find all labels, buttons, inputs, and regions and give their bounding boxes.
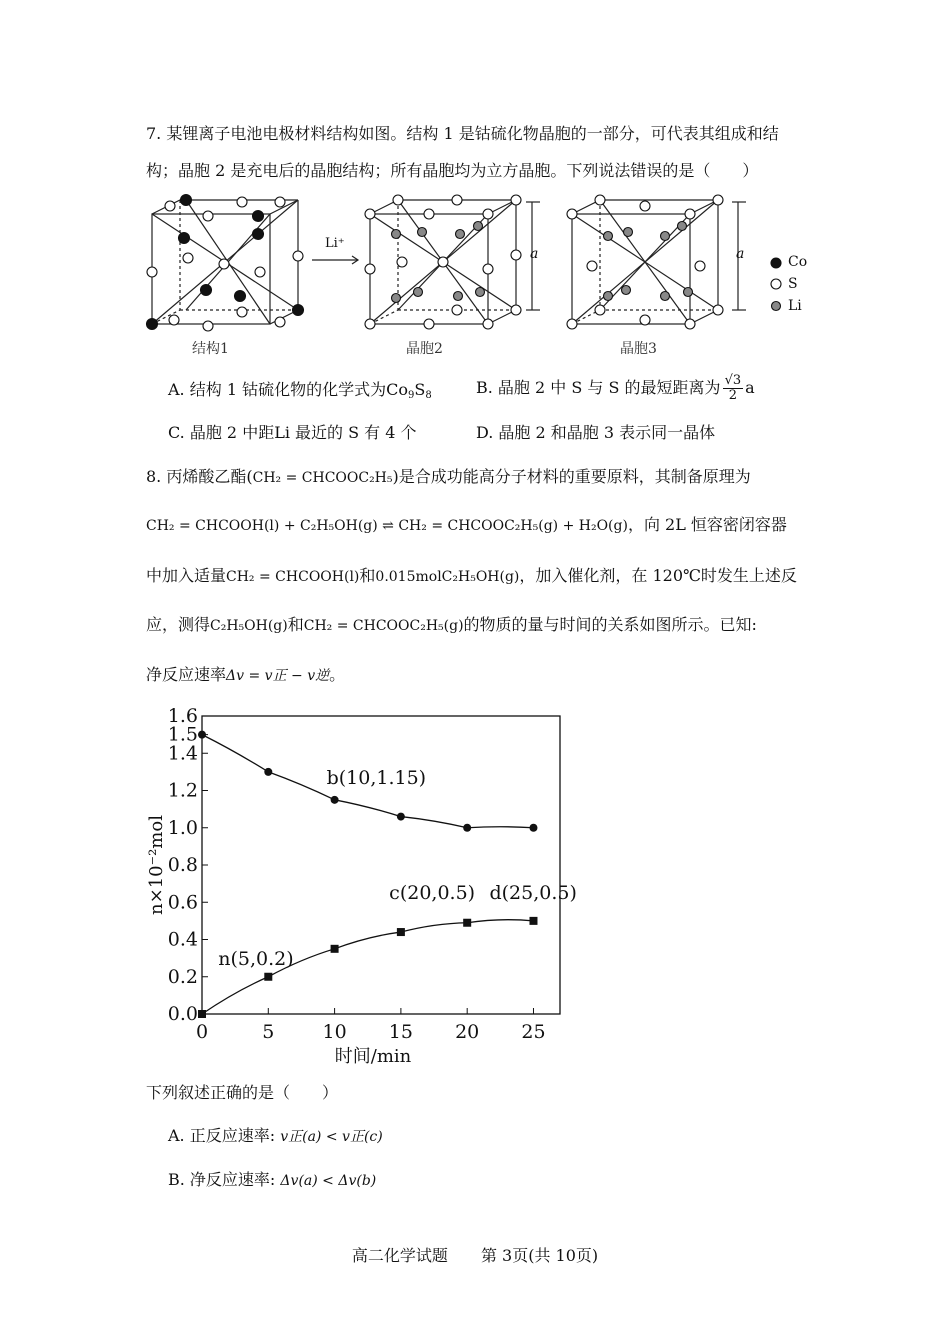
x-tick-label: 10 xyxy=(322,1021,347,1043)
q8-line5-b: 。 xyxy=(329,665,346,684)
point-annotation: c(20,0.5) xyxy=(389,881,476,904)
page-footer xyxy=(0,1243,950,1266)
legend-li-label: Li xyxy=(788,298,802,314)
footer-page-number: 第 3页(共 10页) xyxy=(480,1246,599,1265)
data-point-circle xyxy=(397,813,405,821)
q7-option-c[interactable]: C. 晶胞 2 中距Li 最近的 S 有 4 个 xyxy=(168,423,417,442)
data-point-circle xyxy=(331,796,339,804)
chart-svg xyxy=(140,700,580,1070)
point-annotation: b(10,1.15) xyxy=(326,766,427,789)
data-point-square xyxy=(463,919,471,927)
q8-stem-line2 xyxy=(146,514,787,537)
point-annotation: n(5,0.2) xyxy=(218,947,294,970)
q8-option-b[interactable] xyxy=(168,1169,376,1192)
q8-line3-c: ，加入催化剂，在 120℃时发生上述反 xyxy=(519,566,797,585)
y-tick-label: 1.6 xyxy=(167,705,198,727)
legend-s-label: S xyxy=(788,276,798,292)
q7-option-b-text: B. 晶胞 2 中 S 与 S 的最短距离为 xyxy=(476,378,721,397)
q8-line3-b: 和 xyxy=(359,566,376,585)
q8-option-b-expr: Δv(a) < Δv(b) xyxy=(280,1173,377,1189)
legend-s-swatch xyxy=(771,279,781,289)
q7-option-d[interactable]: D. 晶胞 2 和晶胞 3 表示同一晶体 xyxy=(476,423,716,442)
q8-question: 下列叙述正确的是（ ） xyxy=(146,1083,339,1102)
q8-stem-line3 xyxy=(146,565,797,588)
x-tick-label: 25 xyxy=(521,1021,546,1043)
q8-option-a[interactable] xyxy=(168,1125,383,1148)
q7-stem-line2: 构；晶胞 2 是充电后的晶胞结构；所有晶胞均为立方晶胞。下列说法错误的是（ ） xyxy=(146,161,759,180)
data-point-square xyxy=(529,917,537,925)
footer-subject: 高二化学试题 xyxy=(351,1246,448,1265)
y-tick-label: 0.2 xyxy=(167,965,198,988)
y-tick-label: 0.8 xyxy=(167,854,198,876)
data-point-circle xyxy=(198,731,206,739)
q8-equation: CH₂ = CHCOOH(l) + C₂H₅OH(g) ⇌ CH₂ = CHCOOC₂H₅(g) + H₂O(g) xyxy=(146,518,628,534)
y-tick-label: 0.4 xyxy=(167,928,198,951)
point-annotation: d(25,0.5) xyxy=(489,881,577,904)
y-tick-label: 0.6 xyxy=(167,891,198,914)
q7-option-b-numerator: √3 xyxy=(724,373,742,388)
q7-option-a-sub2: 8 xyxy=(425,390,432,401)
y-tick-label: 1.2 xyxy=(167,779,198,802)
q7-option-a[interactable] xyxy=(168,379,432,407)
q8-line3-a: 中加入适量 xyxy=(146,566,227,585)
q8-stem-line1 xyxy=(146,466,751,489)
y-tick-label: 1.4 xyxy=(167,742,198,765)
data-point-circle xyxy=(529,824,537,832)
q8-line4-b: 和 xyxy=(287,615,304,634)
q7-stem-line1: 7. 某锂离子电池电极材料结构如图。结构 1 是钴硫化物晶胞的一部分，可代表其组成和结 xyxy=(146,124,779,143)
q8-option-a-label: A. 正反应速率: xyxy=(168,1126,276,1145)
q7-option-a-mid: S xyxy=(414,380,426,399)
caption-cell2: 晶胞2 xyxy=(406,341,443,357)
x-axis-label: 时间/min xyxy=(334,1046,412,1067)
data-point-square xyxy=(198,1010,206,1018)
q8-line1-a: 8. 丙烯酸乙酯( xyxy=(146,467,253,486)
amount-time-chart xyxy=(140,700,580,1070)
data-point-square xyxy=(331,945,339,953)
q7-option-a-sub1: 9 xyxy=(407,390,415,401)
caption-cell3: 晶胞3 xyxy=(620,341,657,357)
q7-option-b-fraction xyxy=(723,374,744,403)
q8-line1-b: )是合成功能高分子材料的重要原料，其制备原理为 xyxy=(392,467,751,486)
y-axis-label: n×10⁻²mol xyxy=(146,815,167,915)
q8-line4-a: 应，测得 xyxy=(146,615,211,634)
q8-line4-f1: C₂H₅OH(g) xyxy=(210,618,288,634)
data-point-circle xyxy=(264,768,272,776)
q8-line2-b: ，向 2L 恒容密闭容器 xyxy=(627,515,787,534)
legend-co-label: Co xyxy=(788,254,808,270)
q8-stem-line4 xyxy=(146,614,757,637)
q8-option-b-label: B. 净反应速率: xyxy=(168,1170,276,1189)
legend-co-swatch xyxy=(771,258,781,268)
y-tick-label: 1.5 xyxy=(167,723,198,746)
edge-label-cell2: a xyxy=(530,246,539,262)
q8-line5-formula: Δv = v正 − v逆 xyxy=(226,668,330,684)
data-point-square xyxy=(397,928,405,936)
q7-option-b-suffix: a xyxy=(745,378,755,397)
x-tick-label: 5 xyxy=(262,1021,275,1043)
data-point-circle xyxy=(463,824,471,832)
q7-option-b-denominator: 2 xyxy=(728,388,737,403)
caption-structure1: 结构1 xyxy=(192,341,229,357)
arrow-label: Li⁺ xyxy=(325,236,345,251)
legend-li-swatch xyxy=(772,302,781,311)
q8-line5-a: 净反应速率 xyxy=(146,665,227,684)
q8-line3-f2: 0.015molC₂H₅OH(g) xyxy=(375,569,520,585)
y-tick-label: 1.0 xyxy=(167,816,198,839)
q7-option-a-text: A. 结构 1 钴硫化物的化学式为Co xyxy=(168,380,408,399)
q8-line1-formula: CH₂ = CHCOOC₂H₅ xyxy=(252,470,393,486)
data-point-square xyxy=(264,973,272,981)
x-tick-label: 15 xyxy=(388,1021,413,1043)
q8-line4-c: 的物质的量与时间的关系如图所示。已知: xyxy=(463,615,757,634)
x-tick-label: 20 xyxy=(455,1021,480,1043)
crystal-structures-figure xyxy=(140,186,820,366)
x-tick-label: 0 xyxy=(195,1021,209,1043)
q8-line3-f1: CH₂ = CHCOOH(l) xyxy=(226,569,360,585)
y-tick-label: 0.0 xyxy=(167,1003,198,1025)
crystal-diagram xyxy=(140,186,820,366)
q8-option-a-expr: v正(a) < v正(c) xyxy=(280,1129,383,1145)
q7-option-b[interactable] xyxy=(476,374,755,403)
q8-stem-line5 xyxy=(146,664,345,687)
edge-label-cell3: a xyxy=(736,246,745,262)
q8-line4-f2: CH₂ = CHCOOC₂H₅(g) xyxy=(303,618,464,634)
